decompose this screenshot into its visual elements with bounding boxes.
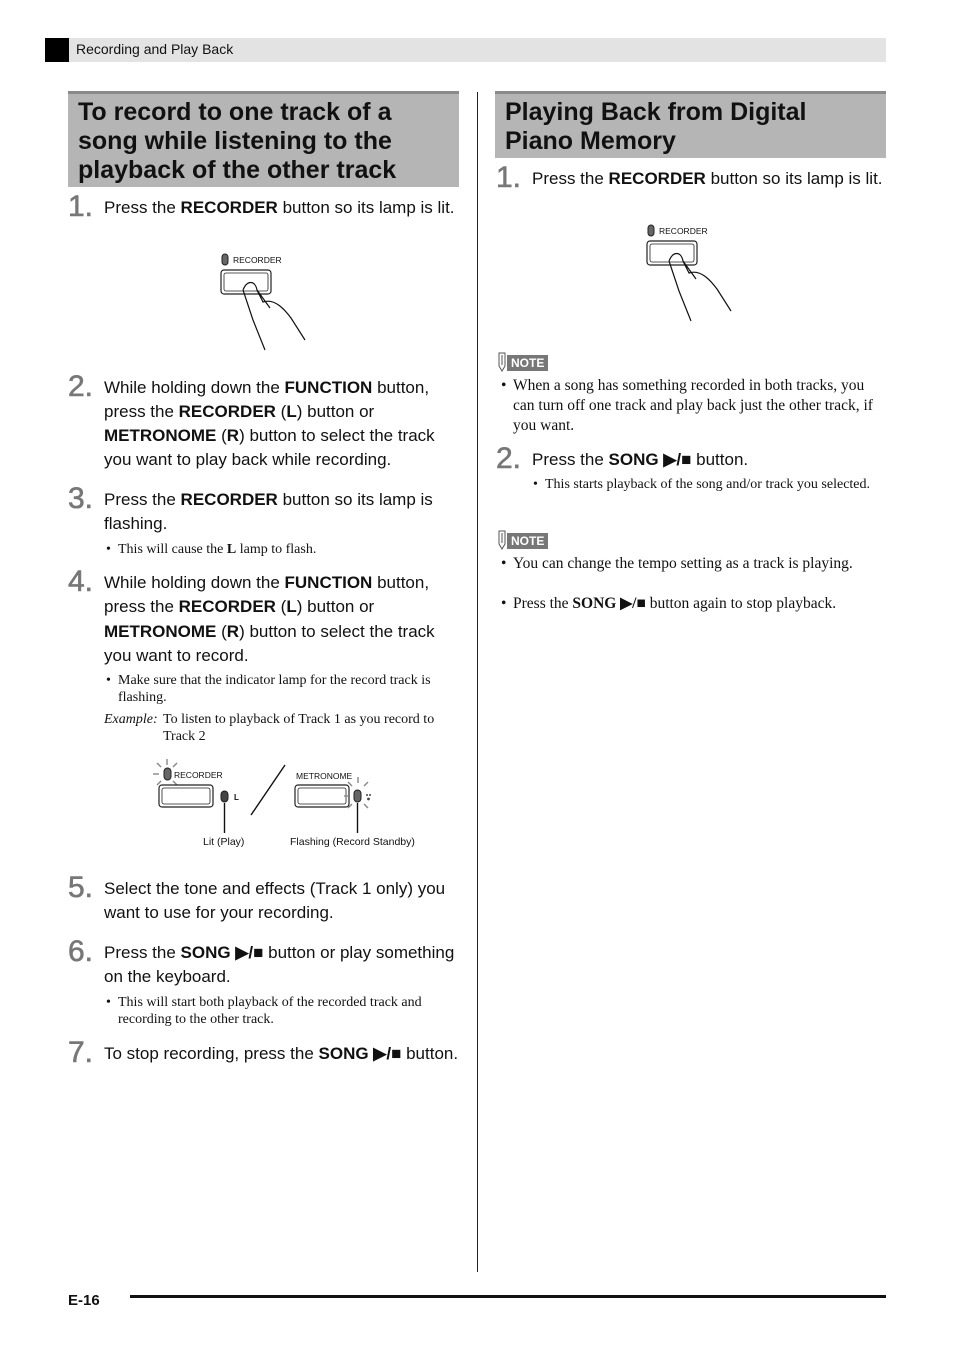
note-1-bullet: • When a song has something recorded in both tracks, you can turn off one track and play back just the other track, if you want. [501,377,873,434]
step-5-number: 5. [68,871,94,904]
right-step-2-number: 2. [496,442,522,475]
page-number: E-16 [68,1292,100,1309]
footer-rule [130,1295,886,1298]
column-divider [477,92,478,1272]
note-2-bullet-1: • You can change the tempo setting as a track is playing. [501,555,853,572]
step-7-number: 7. [68,1036,94,1069]
step-3-bullet: • This will cause the L lamp to flash. [106,542,317,557]
step-4-number: 4. [68,565,94,598]
step-2-text: While holding down the FUNCTION button, press the RECORDER (L) button or METRONOME (R) button to select the track you want to play back while recording. [104,378,435,469]
step-4-text: While holding down the FUNCTION button, press the RECORDER (L) button or METRONOME (R) button to select the track you want to record. [104,573,435,665]
example-text: To listen to playback of Track 1 as you record to Track 2 [163,712,435,744]
note-2-bullet-2: • Press the SONG ▶/■ button again to stop playback. [501,595,837,612]
step-3-number: 3. [68,482,94,515]
step-6-text: Press the SONG ▶/■ button or play something on the keyboard. [104,943,455,986]
step-7-text: To stop recording, press the SONG ▶/■ button. [104,1044,459,1063]
step-5-text: Select the tone and effects (Track 1 only) you want to use for your recording. [104,879,446,922]
right-step-1-text: Press the RECORDER button so its lamp is lit. [532,169,883,188]
right-step-1-number: 1. [496,161,522,194]
step-6-number: 6. [68,935,94,968]
step-1-text: Press the RECORDER button so its lamp is lit. [104,198,455,217]
left-heading: To record to one track of a song while listening to the playback of the other track [68,91,459,187]
right-heading: Playing Back from Digital Piano Memory [495,91,886,158]
caption-lit-play: Lit (Play) [203,836,245,848]
example-label: Example: [104,712,158,727]
section-title: Recording and Play Back [76,41,234,57]
step-6-bullet: • This will start both playback of the recorded track and recording to the other track. [106,995,422,1027]
figure2-recorder-label: RECORDER [174,770,223,780]
step-2-number: 2. [68,370,94,403]
right-step-2-text: Press the SONG ▶/■ button. [532,450,749,469]
right-recorder-button-press-figure [641,221,741,326]
figure2-metronome-label: METRONOME [296,771,353,781]
figure2-l-label: L [234,793,239,802]
header-marker [45,38,69,62]
figure1-label: RECORDER [233,255,282,265]
step-1-number: 1. [68,190,94,223]
step-3-text: Press the RECORDER button so its lamp is flashing. [104,490,433,533]
caption-flashing: Flashing (Record Standby) [290,836,415,848]
right-step-2-bullet: • This starts playback of the song and/or track you selected. [533,477,871,492]
step-4-bullet: • Make sure that the indicator lamp for the record track is flashing. [106,673,431,705]
recorder-button-press-figure [215,250,315,355]
right-figure-label: RECORDER [659,226,708,236]
